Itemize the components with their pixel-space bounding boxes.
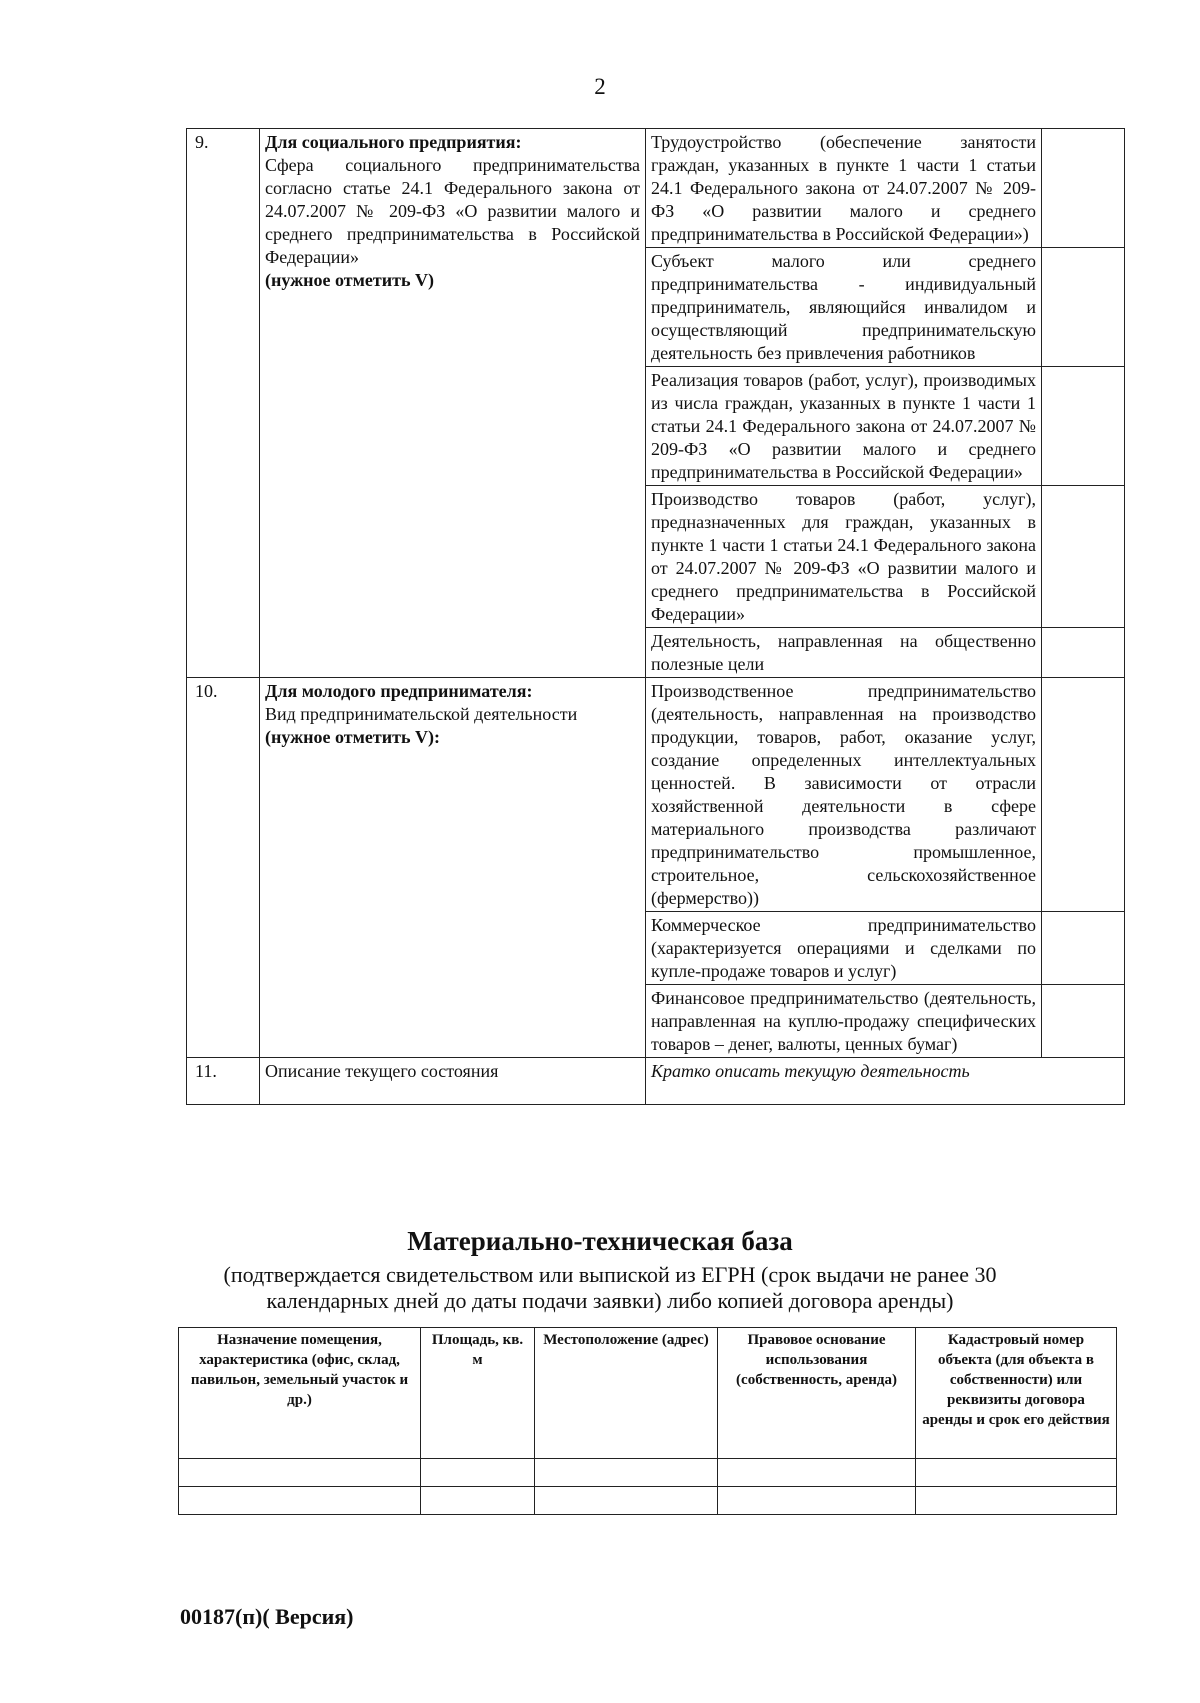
row-10-option-1 xyxy=(187,678,1125,912)
table-cell[interactable] xyxy=(535,1459,718,1487)
checkbox-cell[interactable] xyxy=(1042,486,1125,628)
material-base-table xyxy=(178,1327,1117,1515)
document-code: 00187(п)( Версия) xyxy=(180,1604,354,1629)
document-version xyxy=(180,1604,354,1630)
application-table xyxy=(186,128,1125,1105)
option-text: Реализация товаров (работ, услуг), производимых из числа граждан, указанных в пункте 1 части 1 статьи 24.1 Федерального закона от 24.07.2007 № 209-ФЗ «О развитии малого и среднего предпринимательства в Российской Федерации» xyxy=(646,367,1042,486)
option-text: Производство товаров (работ, услуг), предназначенных для граждан, указанных в пункте 1 части 1 статьи 24.1 Федерального закона от 24.07.2007 № 209-ФЗ «О развитии малого и среднего предпринимательства в Российской Федерации» xyxy=(646,486,1042,628)
row-11-label: Описание текущего состояния xyxy=(260,1058,646,1105)
base-section-subtitle: (подтверждается свидетельством или выпиской из ЕГРН (срок выдачи не ранее 30 календарных дней до даты подачи заявки) либо копией договора аренды) xyxy=(223,1262,997,1313)
row-10-heading: Для молодого предпринимателя: xyxy=(265,681,533,701)
current-state-field[interactable]: Кратко описать текущую деятельность xyxy=(646,1058,1125,1105)
row-9-note: (нужное отметить V) xyxy=(265,270,434,290)
table-cell[interactable] xyxy=(421,1487,535,1515)
column-header-legal-basis: Правовое основание использования (собственность, аренда) xyxy=(718,1328,916,1459)
table-cell[interactable] xyxy=(718,1459,916,1487)
option-text: Коммерческое предпринимательство (характеризуется операциями и сделками по купле-продаже товаров и услуг) xyxy=(646,912,1042,985)
checkbox-cell[interactable] xyxy=(1042,678,1125,912)
column-header-location: Местоположение (адрес) xyxy=(535,1328,718,1459)
checkbox-cell[interactable] xyxy=(1042,367,1125,486)
header-row xyxy=(179,1328,1117,1459)
row-9-heading: Для социального предприятия: xyxy=(265,132,522,152)
checkbox-cell[interactable] xyxy=(1042,912,1125,985)
row-number: 11. xyxy=(187,1058,260,1105)
table-cell[interactable] xyxy=(718,1487,916,1515)
row-9-text: Сфера социального предпринимательства согласно статье 24.1 Федерального закона от 24.07.2007 № 209-ФЗ «О развитии малого и среднего предпринимательства в Российской Федерации» xyxy=(265,155,640,267)
row-9-option-1 xyxy=(187,129,1125,248)
option-text: Трудоустройство (обеспечение занятости граждан, указанных в пункте 1 части 1 статьи 24.1 Федерального закона от 24.07.2007 № 209-ФЗ «О развитии малого и среднего предпринимательства в Российской Федерации») xyxy=(646,129,1042,248)
table-row xyxy=(179,1487,1117,1515)
row-10-note: (нужное отметить V): xyxy=(265,727,440,747)
table-row xyxy=(179,1459,1117,1487)
table-cell[interactable] xyxy=(179,1459,421,1487)
table-cell[interactable] xyxy=(421,1459,535,1487)
checkbox-cell[interactable] xyxy=(1042,248,1125,367)
checkbox-cell[interactable] xyxy=(1042,985,1125,1058)
column-header-area: Площадь, кв. м xyxy=(421,1328,535,1459)
row-10-description xyxy=(260,678,646,1058)
row-9-description xyxy=(260,129,646,678)
option-text: Деятельность, направленная на общественно полезные цели xyxy=(646,628,1042,678)
column-header-cadastral-number: Кадастровый номер объекта (для объекта в собственности) или реквизиты договора аренды и срок его действия xyxy=(916,1328,1117,1459)
checkbox-cell[interactable] xyxy=(1042,129,1125,248)
table-cell[interactable] xyxy=(916,1487,1117,1515)
option-text: Субъект малого или среднего предпринимательства - индивидуальный предприниматель, являющийся инвалидом и осуществляющий предпринимательскую деятельность без привлечения работников xyxy=(646,248,1042,367)
table-cell[interactable] xyxy=(535,1487,718,1515)
row-number: 10. xyxy=(187,678,260,1058)
table-cell[interactable] xyxy=(916,1459,1117,1487)
option-text: Финансовое предпринимательство (деятельность, направленная на куплю-продажу специфических товаров – денег, валюты, ценных бумаг) xyxy=(646,985,1042,1058)
row-10-text: Вид предпринимательской деятельности xyxy=(265,704,578,724)
option-text: Производственное предпринимательство (деятельность, направленная на производство продукции, товаров, работ, оказание услуг, создание определенных интеллектуальных ценностей. В зависимости от отрасли хозяйственной деятельности в сфере материального производства различают предпринимательство промышленное, строительное, сельскохозяйственное (фермерство)) xyxy=(646,678,1042,912)
base-section-title: Материально-техническая база xyxy=(407,1226,793,1256)
checkbox-cell[interactable] xyxy=(1042,628,1125,678)
row-11 xyxy=(187,1058,1125,1105)
column-header-purpose: Назначение помещения, характеристика (офис, склад, павильон, земельный участок и др.) xyxy=(179,1328,421,1459)
row-number: 9. xyxy=(187,129,260,678)
table-cell[interactable] xyxy=(179,1487,421,1515)
page-number: 2 xyxy=(594,74,606,99)
